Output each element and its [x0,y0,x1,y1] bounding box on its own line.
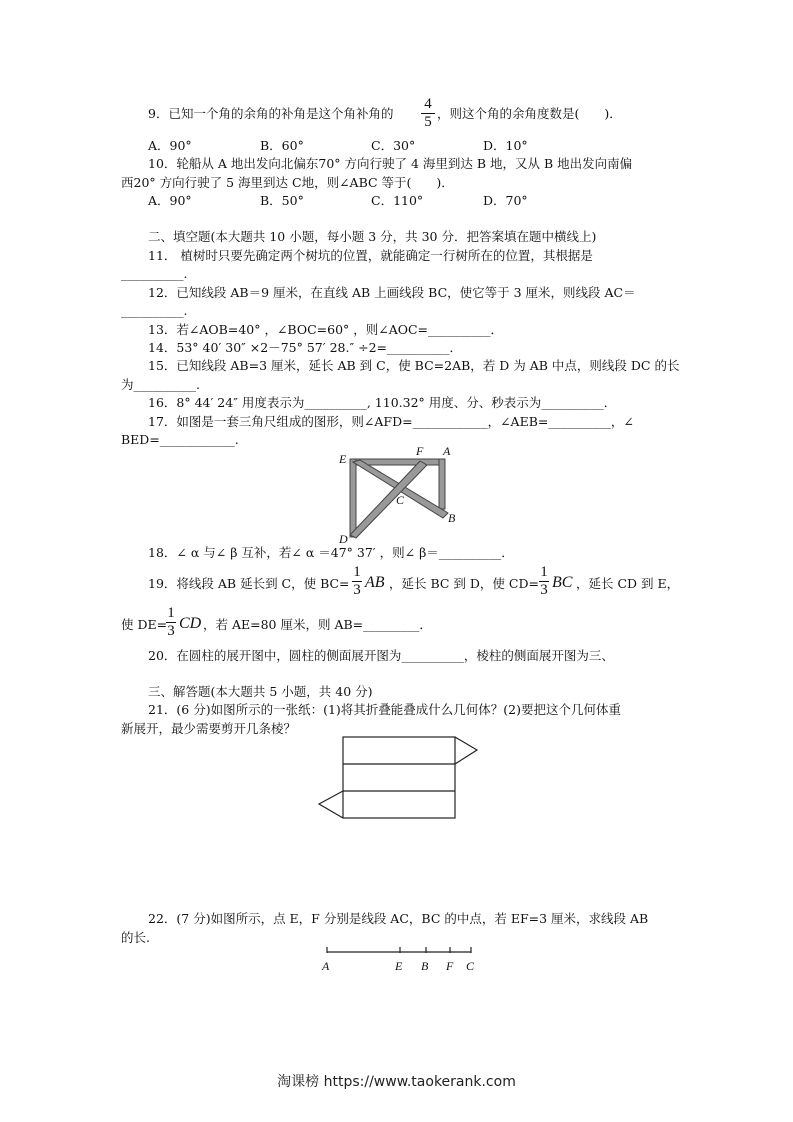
fig17-label-d: D [339,532,348,546]
q19-f1: AB [365,574,385,591]
q13: 13．若∠AOB=40° ，∠BOC=60° ，则∠AOC=__________． [148,322,504,337]
q9-frac-num: 4 [424,96,432,112]
fig22-label-c: C [466,959,475,973]
fig22-label-a: A [322,959,330,973]
q19-frac-2-num: 1 [540,564,548,580]
fig17-label-a: A [443,444,451,458]
q10-line2: 西20° 方向行驶了 5 海里到达 C地，则∠ABC 等于( )． [121,175,454,190]
q9-option-c: C．30° [371,138,416,153]
q10-option-b: B．50° [260,193,304,208]
fig22-label-f: F [446,959,454,973]
q9-option-a: A．90° [148,138,192,153]
q16: 16．8° 44′ 24″ 用度表示为__________, 110.32° 用度、分、秒表示为__________． [148,395,617,410]
q12-line2: __________. [121,303,188,318]
q19-frac-1-den: 3 [353,582,361,598]
q19-f3: CD [179,615,202,632]
fig17-label-b: B [448,511,456,525]
section2-heading: 二、填空题(本大题共 10 小题，每小题 3 分，共 30 分．把答案填在题中横线上) [148,229,597,244]
q9-text-b: ，则这个角的余角度数是( )． [437,106,622,121]
q19-frac-1-num: 1 [353,564,361,580]
q9-option-d: D．10° [483,138,528,153]
q20: 20．在圆柱的展开图中，圆柱的侧面展开图为__________，棱柱的侧面展开图为三、 [148,648,614,663]
q9-option-b: B．60° [260,138,304,153]
fig21-prism-net [315,734,480,822]
q12-line1: 12．已知线段 AB＝9 厘米，在直线 AB 上画线段 BC，使它等于 3 厘米，则线段 AC＝ [148,285,636,300]
q9-fraction [421,97,435,130]
footer-watermark: 淘课榜 https://www.taokerank.com [277,1074,516,1090]
q15-line1: 15．已知线段 AB=3 厘米，延长 AB 到 C，使 BC=2AB，若 D 为 AB 中点，则线段 DC 的长 [148,358,680,373]
q22-line1: 22．(7 分)如图所示，点 E，F 分别是线段 AC，BC 的中点，若 EF=3 厘米，求线段 AB [148,911,649,926]
q19-frac-1 [352,565,362,598]
q19-text-3: ，延长 CD 到 E， [576,576,680,591]
q21-line1: 21．(6 分)如图所示的一张纸：(1)将其折叠能叠成什么几何体？(2)要把这个几何体重 [148,702,621,717]
q11-line2: __________. [121,266,188,281]
fig17-label-e: E [339,452,347,466]
q11-line1: 11． 植树时只要先确定两个树坑的位置，就能确定一行树所在的位置，其根据是 [148,248,593,263]
q17-line1: 17．如图是一套三角尺组成的图形，则∠AFD=____________，∠AEB=__________，∠ [148,414,634,429]
q21-line2: 新展开，最少需要剪开几条棱？ [121,721,297,736]
q19-frac-3 [166,606,176,639]
q17-line2: BED=____________. [121,432,239,447]
q9-frac-den: 5 [424,114,432,130]
q19-frac-2 [539,565,549,598]
fig22-label-b: B [421,959,429,973]
fig17-label-f: F [416,444,424,458]
q9-text-a: 9．已知一个角的余角的补角是这个角补角的 [148,106,394,121]
q19-frac-3-den: 3 [167,623,175,639]
q10-option-a: A．90° [148,193,192,208]
q10-option-d: D．70° [483,193,528,208]
q19-text-1: 19．将线段 AB 延长到 C，使 BC= [148,576,350,591]
q22-line2: 的长. [121,930,150,945]
fig17-label-c: C [396,493,405,507]
q19-frac-2-den: 3 [540,582,548,598]
q18: 18．∠ α 与∠ β 互补，若∠ α ＝47° 37′ ，则∠ β＝__________． [148,545,514,560]
q19-text-5: ，若 AE=80 厘米，则 AB=_________． [203,617,432,632]
q19-f2: BC [552,574,573,591]
fig22-label-e: E [395,959,403,973]
q19-text-2: ，延长 BC 到 D，使 CD= [389,576,539,591]
section3-heading: 三、解答题(本大题共 5 小题，共 40 分) [148,684,373,699]
q10-option-c: C．110° [371,193,424,208]
q14: 14．53° 40′ 30″ ×2－75° 57′ 28.″ ÷2=__________． [148,340,462,355]
q10-line1: 10．轮船从 A 地出发向北偏东70° 方向行驶了 4 海里到达 B 地，又从 B 地出发向南偏 [148,156,633,171]
q15-line2: 为__________. [121,377,200,392]
q19-frac-3-num: 1 [167,605,175,621]
q19-text-4: 使 DE= [121,617,168,632]
